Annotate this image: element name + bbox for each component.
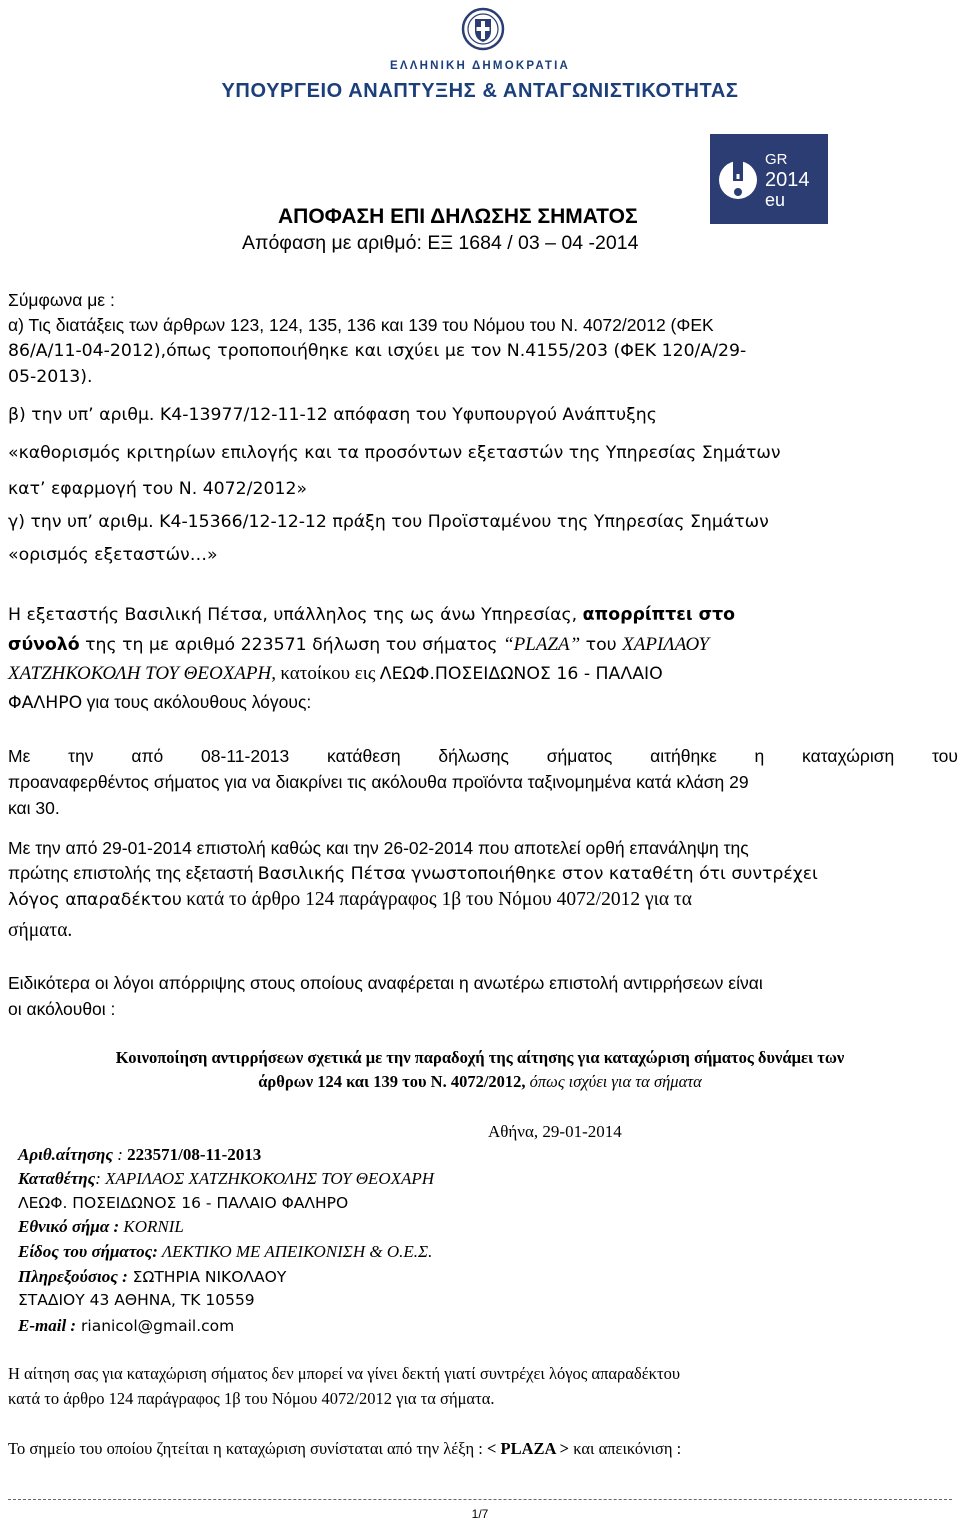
notice-as-applies: όπως ισχύει για τα σήματα <box>529 1072 702 1091</box>
filing-line3: και 30. <box>8 798 60 818</box>
mark-description <box>8 1439 681 1459</box>
decision-owner-first: ΧΑΡΙΛΑΟΥ <box>622 634 710 655</box>
detail-filer-address: ΛΕΩΦ. ΠΟΣΕΙΔΩΝΟΣ 16 - ΠΑΛΑΙΟ ΦΑΛΗΡΟ <box>18 1194 349 1212</box>
logo-eu: eu <box>765 190 786 210</box>
detail-representative-value: ΣΩΤΗΡΙΑ ΝΙΚΟΛΑΟΥ <box>127 1268 287 1286</box>
detail-application-label: Αριθ.αίτησης <box>18 1145 113 1164</box>
decision-reasons-intro: για τους ακόλουθους λόγους: <box>86 692 312 712</box>
basis-a-line3: 05-2013). <box>8 367 93 387</box>
detail-representative <box>18 1266 286 1287</box>
mark-depiction: και απεικόνιση : <box>569 1439 682 1458</box>
decision-line2 <box>8 634 709 656</box>
detail-email <box>18 1315 234 1336</box>
detail-national-value: KORNIL <box>119 1217 184 1236</box>
decision-mark-name: “PLAZA” <box>503 634 581 655</box>
detail-type-label: Είδος του σήματος: <box>18 1242 158 1261</box>
basis-c-line2: «ορισμός εξεταστών…» <box>8 545 218 565</box>
reasons-line2: οι ακόλουθοι : <box>8 999 116 1019</box>
detail-filer-label: Καταθέτης <box>18 1169 96 1188</box>
detail-national-label: Εθνικό σήμα : <box>18 1217 120 1236</box>
detail-representative-address: ΣΤΑΔΙΟΥ 43 ΑΘΗΝΑ, ΤΚ 10559 <box>18 1291 255 1309</box>
detail-email-value: rianicol@gmail.com <box>76 1317 235 1335</box>
reasons-line1: Ειδικότερα οι λόγοι απόρριψης στους οποίους αναφέρεται η ανωτέρω επιστολή αντιρρήσεων είναι <box>8 973 763 993</box>
letter-examiner: Βασιλικής Πέτσα γνωστοποιήθηκε στον καταθέτη ότι συντρέχει <box>257 864 818 884</box>
decision-examiner: Η εξεταστής Βασιλική Πέτσα, υπάλληλος της ως άνω Υπηρεσίας, <box>8 605 578 625</box>
gr-2014-eu-logo <box>710 134 828 224</box>
decision-line3 <box>8 663 663 685</box>
mark-description-text: Το σημείο του οποίου ζητείται η καταχώριση συνίσταται από την λέξη : <box>8 1439 487 1458</box>
detail-mark-type <box>18 1241 432 1262</box>
document-title: ΑΠΟΦΑΣΗ ΕΠΙ ΔΗΛΩΣΗΣ ΣΗΜΑΤΟΣ <box>278 205 638 228</box>
decision-owner-rest: ΧΑΤΖΗΚΟΚΟΛΗ ΤΟΥ ΘΕΟΧΑΡΗ, <box>8 663 276 684</box>
decision-resident: κατοίκου εις <box>280 663 376 684</box>
decision-application: της τη με αριθμό 223571 δήλωση του σήματος <box>85 635 498 655</box>
letter-first-letter: πρώτης επιστολής της εξεταστή <box>8 863 254 883</box>
greek-coat-of-arms-icon <box>460 6 506 52</box>
basis-intro: Σύμφωνα με : <box>8 290 115 310</box>
place-date: Αθήνα, 29-01-2014 <box>488 1122 622 1141</box>
mark-word: < PLAZA > <box>486 1439 570 1458</box>
detail-application-value: 223571/08-11-2013 <box>127 1145 262 1164</box>
letter-article: κατά το άρθρο 124 παράγραφος 1β του Νόμου 4072/2012 για τα <box>186 889 692 910</box>
letter-line2 <box>8 863 818 884</box>
detail-application-sep: : <box>112 1145 128 1164</box>
letter-grounds: λόγος απαραδέκτου <box>8 890 182 910</box>
decision-address-end: ΦΑΛΗΡΟ <box>8 693 83 713</box>
detail-application <box>18 1144 261 1165</box>
letter-line1: Με την από 29-01-2014 επιστολή καθώς και την 26-02-2014 που αποτελεί ορθή επανάληψη της <box>8 838 749 858</box>
detail-filer-value: : ΧΑΡΙΛΑΟΣ ΧΑΤΖΗΚΟΚΟΛΗΣ ΤΟΥ ΘΕΟΧΑΡΗ <box>95 1169 435 1188</box>
ministry-label: ΥΠΟΥΡΓΕΙΟ ΑΝΑΠΤΥΞΗΣ & ΑΝΤΑΓΩΝΙΣΤΙΚΟΤΗΤΑΣ <box>221 80 739 102</box>
decision-rejects: απορρίπτει στο <box>582 605 735 625</box>
page-number: 1/7 <box>471 1507 489 1521</box>
notice-articles: άρθρων 124 και 139 του Ν. 4072/2012, <box>258 1072 526 1091</box>
basis-b-line1: β) την υπ’ αριθμ. Κ4-13977/12-11-12 απόφαση του Υφυπουργού Ανάπτυξης <box>8 405 657 425</box>
basis-b-line3: κατ’ εφαρμογή του Ν. 4072/2012» <box>8 479 308 499</box>
logo-year: 2014 <box>765 169 810 191</box>
detail-type-value: ΛΕΚΤΙΚΟ ΜΕ ΑΠΕΙΚΟΝΙΣΗ & Ο.Ε.Σ. <box>157 1242 433 1261</box>
logo-gr: GR <box>765 151 788 168</box>
decision-address: ΛΕΩΦ.ΠΟΣΕΙΔΩΝΟΣ 16 - ΠΑΛΑΙΟ <box>379 664 663 684</box>
filing-line2: προαναφερθέντος σήματος για να διακρίνει τις ακόλουθα προϊόντα ταξινομημένα κατά κλάση 29 <box>8 772 749 792</box>
republic-label: ΕΛΛΗΝΙΚΗ ΔΗΜΟΚΡΑΤΙΑ <box>389 60 571 72</box>
refusal-line2: κατά το άρθρο 124 παράγραφος 1β του Νόμου 4072/2012 για τα σήματα. <box>8 1389 495 1408</box>
decision-of: του <box>585 635 617 655</box>
decision-line4 <box>8 692 311 713</box>
detail-national-mark <box>18 1216 184 1237</box>
basis-c-line1: γ) την υπ’ αριθμ. Κ4-15366/12-12-12 πράξη του Προϊσταμένου της Υπηρεσίας Σημάτων <box>8 512 769 532</box>
footer-divider <box>8 1499 952 1500</box>
letter-line4: σήματα. <box>8 920 73 941</box>
detail-filer <box>18 1168 434 1189</box>
decision-total: σύνολό <box>8 635 80 655</box>
decision-number: Απόφαση με αριθμό: ΕΞ 1684 / 03 – 04 -2014 <box>242 232 639 254</box>
notice-line1: Κοινοποίηση αντιρρήσεων σχετικά με την παραδοχή της αίτησης για καταχώριση σήματος δυνάμει των <box>115 1048 845 1067</box>
detail-representative-label: Πληρεξούσιος : <box>18 1267 128 1286</box>
basis-a-line2: 86/Α/11-04-2012),όπως τροποποιήθηκε και ισχύει με τον Ν.4155/203 (ΦΕΚ 120/Α/29- <box>8 341 747 361</box>
filing-line1: Με την από 08-11-2013 κατάθεση δήλωσης σήματος αιτήθηκε η καταχώριση του <box>8 746 958 766</box>
letter-line3 <box>8 889 692 911</box>
basis-b-line2: «καθορισμός κριτηρίων επιλογής και τα προσόντων εξεταστών της Υπηρεσίας Σημάτων <box>8 443 781 463</box>
decision-line1 <box>8 605 735 625</box>
basis-a-line1: α) Τις διατάξεις των άρθρων 123, 124, 135, 136 και 139 του Νόμου του Ν. 4072/2012 (ΦΕΚ <box>8 315 714 335</box>
refusal-line1: Η αίτηση σας για καταχώριση σήματος δεν μπορεί να γίνει δεκτή γιατί συντρέχει λόγος απαραδέκτου <box>8 1364 680 1383</box>
detail-email-label: E-mail : <box>18 1316 77 1335</box>
notice-line2 <box>0 1072 960 1092</box>
